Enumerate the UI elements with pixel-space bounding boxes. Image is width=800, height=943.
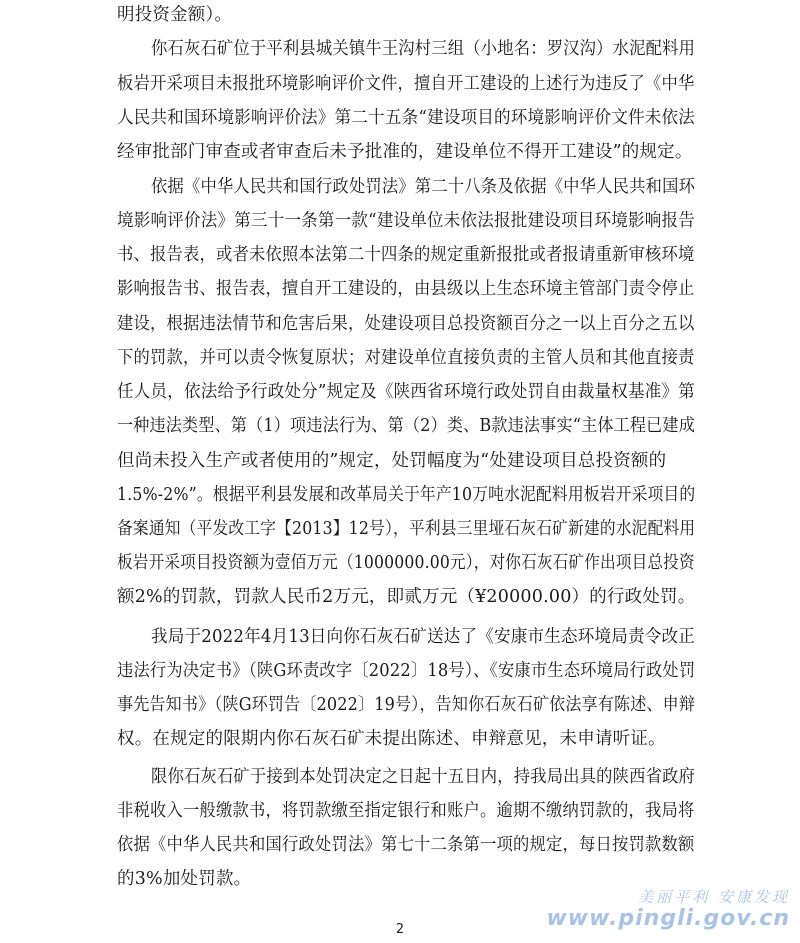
text-line: 事先告知书》（陕G环罚告〔2022〕19号），告知你石灰石矿依法享有陈述、申辩 bbox=[117, 695, 696, 715]
text-line: 明投资金额）。 bbox=[117, 5, 233, 25]
text-line: 限你石灰石矿于接到本处罚决定之日起十五日内，持我局出具的陕西省政府 bbox=[151, 767, 696, 787]
text-line: 任人员，依法给予行政处分”规定及《陕西省环境行政处罚自由裁量权基准》第 bbox=[117, 382, 695, 402]
text-line: 非税收入一般缴款书，将罚款缴至指定银行和账户。逾期不缴纳罚款的，我局将 bbox=[117, 801, 695, 821]
text-line: 板岩开采项目未报批环境影响评价文件，擅自开工建设的上述行为违反了《中华 bbox=[117, 74, 695, 94]
text-line: 额2%的罚款，罚款人民币2万元，即贰万元（¥20000.00）的行政处罚。 bbox=[117, 587, 696, 607]
text-line: 1.5%-2%”。根据平利县发展和改革局关于年产10万吨水泥配料用板岩开采项目的 bbox=[117, 485, 696, 505]
text-line: 权。在规定的限期内你石灰石矿未提出陈述、申辩意见，未申请听证。 bbox=[117, 729, 666, 749]
text-line: 境影响评价法》第三十一条第一款“建设单位未依法报批建设项目环境影响报告 bbox=[117, 211, 695, 231]
text-line: 经审批部门审查或者审查后未予批准的，建设单位不得开工建设”的规定。 bbox=[117, 142, 693, 162]
text-line: 下的罚款，并可以责令恢复原状；对建设单位直接负责的主管人员和其他直接责 bbox=[117, 348, 695, 368]
text-line: 板岩开采项目投资额为壹佰万元（1000000.00元），对你石灰石矿作出项目总投资 bbox=[117, 553, 695, 573]
text-line: 但尚未投入生产或者使用的”规定，处罚幅度为“处建设项目总投资额的 bbox=[117, 451, 667, 471]
text-line: 的3%加处罚款。 bbox=[117, 869, 252, 889]
text-line: 影响报告书、报告表，擅自开工建设的，由县级以上生态环境主管部门责令停止 bbox=[117, 279, 695, 299]
text-line: 建设，根据违法情节和危害后果，处建设项目总投资额百分之一以上百分之五以 bbox=[117, 314, 695, 334]
watermark-slogan: 美丽平利 安康发现 bbox=[638, 888, 790, 906]
text-line: 一种违法类型、第（1）项违法行为、第（2）类、B款违法事实“主体工程已建成 bbox=[117, 416, 695, 436]
page-number: 2 bbox=[395, 922, 405, 937]
text-line: 人民共和国环境影响评价法》第二十五条“建设项目的环境影响评价文件未依法 bbox=[117, 108, 695, 128]
text-line: 你石灰石矿位于平利县城关镇牛王沟村三组（小地名：罗汉沟）水泥配料用 bbox=[151, 39, 696, 59]
text-line: 我局于2022年4月13日向你石灰石矿送达了《安康市生态环境局责令改正 bbox=[151, 627, 695, 647]
text-line: 依据《中华人民共和国行政处罚法》第七十二条第一项的规定，每日按罚款数额 bbox=[117, 835, 695, 855]
text-line: 备案通知（平发改工字【2013】12号），平利县三里垭石灰石矿新建的水泥配料用 bbox=[117, 519, 696, 539]
text-line: 违法行为决定书》（陕G环责改字〔2022〕18号）、《安康市生态环境局行政处罚 bbox=[117, 661, 696, 681]
text-line: 依据《中华人民共和国行政处罚法》第二十八条及依据《中华人民共和国环 bbox=[151, 177, 696, 197]
text-line: 书、报告表，或者未依照本法第二十四条的规定重新报批或者报请重新审核环境 bbox=[117, 245, 695, 265]
watermark-url: www.pingli.gov.cn bbox=[546, 906, 790, 931]
